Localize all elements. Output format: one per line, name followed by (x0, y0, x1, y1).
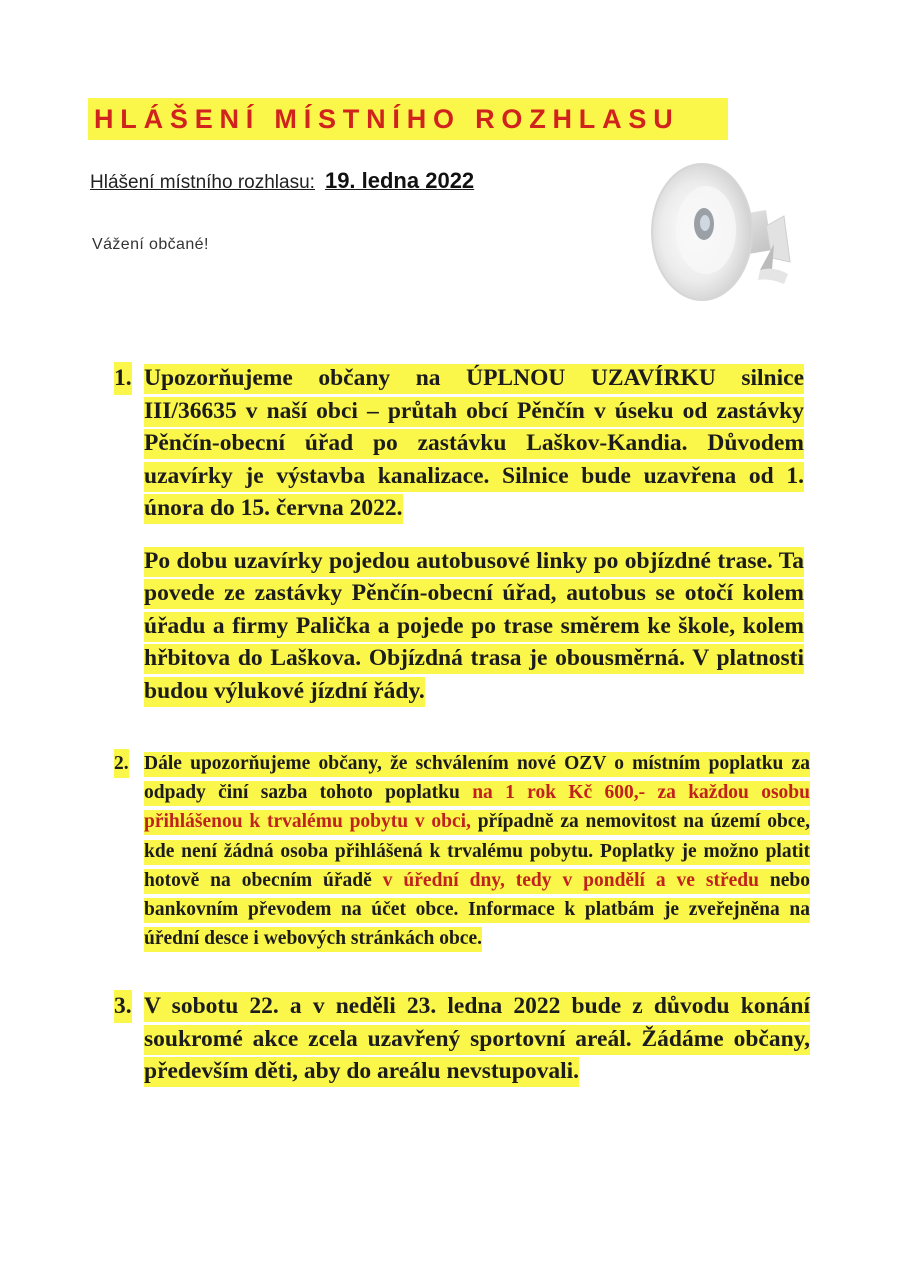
item-number: 1. (114, 362, 132, 395)
announcement-date-line (90, 168, 474, 194)
item-text-part: nebo bankovním převodem na účet obce. Informace k platbám je zveřejněna na úřední desce i webových stránkách obce. (144, 869, 810, 952)
item-paragraph: V sobotu 22. a v neděli 23. ledna 2022 bude z důvodu konání soukromé akce zcela uzavřený sportovní areál. Žádáme občany, především děti, aby do areálu nevstupovali. (144, 992, 810, 1087)
item-paragraph: Po dobu uzavírky pojedou autobusové linky po objízdné trase. Ta povede ze zastávky Pěnčín-obecní úřad, autobus se otočí kolem úřadu a firmy Palička a pojede po trase směrem ke škole, kolem hřbitova do Laškova. Objízdná trasa je obousměrná. V platnosti budou výlukové jízdní řády. (144, 547, 804, 707)
announcement-item-3 (114, 990, 810, 1088)
announcement-item-2 (114, 749, 810, 953)
megaphone-icon (648, 158, 796, 308)
fee-amount-text: na 1 rok Kč 600,- za každou osobu přihlášenou k trvalému pobytu v obci, (144, 781, 810, 835)
item-number: 2. (114, 749, 129, 778)
office-days-text: v úřední dny, tedy v pondělí a ve středu (383, 869, 759, 894)
item-number: 3. (114, 990, 132, 1023)
item-text (144, 749, 810, 953)
item-text (144, 990, 810, 1088)
page-title: HLÁŠENÍ MÍSTNÍHO ROZHLASU (88, 98, 728, 140)
date-prefix: Hlášení místního rozhlasu: (90, 172, 315, 193)
item-text-part: případně za nemovitost na území obce, kde není žádná osoba přihlášená k trvalému pobytu. Poplatky je možno platit hotově na obecním úřadě (144, 810, 810, 893)
item-text-continued (144, 545, 804, 708)
item-text-part: Dále upozorňujeme občany, že schválením nové OZV o místním poplatku za odpady činí sazba tohoto poplatku (144, 752, 810, 806)
announcement-date: 19. ledna 2022 (324, 168, 475, 193)
greeting: Vážení občané! (92, 236, 209, 253)
item-paragraph: Upozorňujeme občany na ÚPLNOU UZAVÍRKU silnice III/36635 v naší obci – průtah obcí Pěnčín v úseku od zastávky Pěnčín-obecní úřad po zastávku Laškov-Kandia. Důvodem uzavírky je výstavba kanalizace. Silnice bude uzavřena od 1. února do 15. června 2022. (144, 364, 804, 524)
announcement-item-1 (114, 362, 804, 707)
item-text (144, 362, 804, 525)
